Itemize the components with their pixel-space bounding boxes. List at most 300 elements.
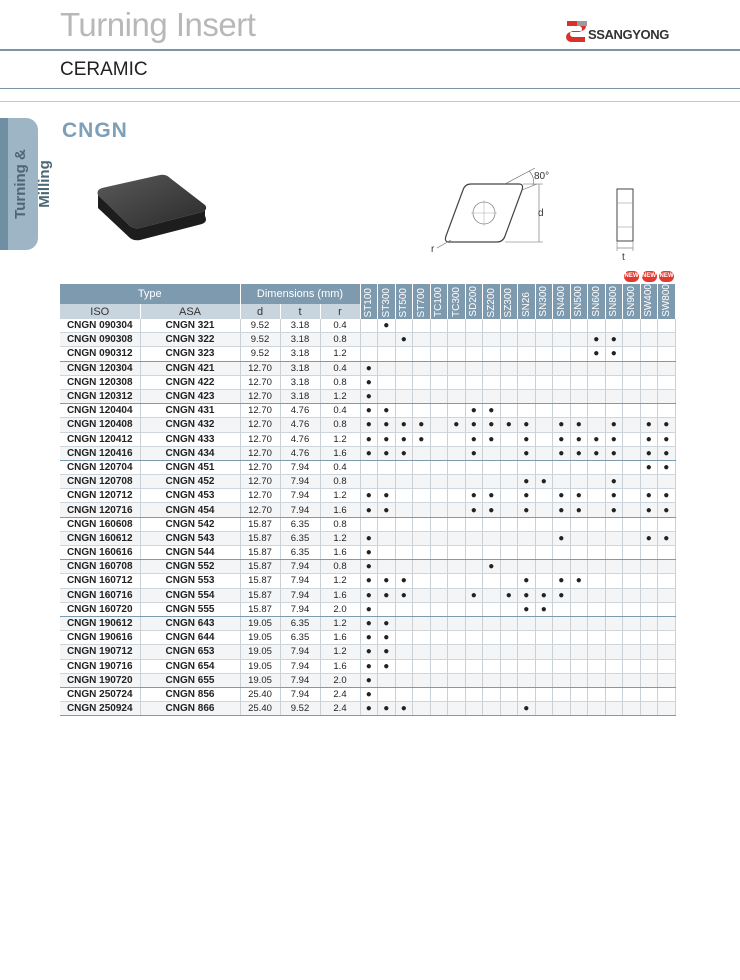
empty-cell [465,602,483,616]
empty-cell [658,616,676,630]
empty-cell [553,460,571,474]
empty-cell [640,616,658,630]
empty-cell [378,602,396,616]
asa-cell: CNGN 432 [140,418,240,432]
empty-cell [500,687,518,701]
availability-dot: ● [658,489,676,503]
table-row [60,460,675,474]
empty-cell [605,687,623,701]
empty-cell [535,687,553,701]
table-row [60,631,675,645]
empty-cell [395,616,413,630]
empty-cell [605,517,623,531]
empty-cell [588,489,606,503]
empty-cell [518,546,536,560]
table-row [60,602,675,616]
r-cell: 1.2 [320,616,360,630]
empty-cell [588,404,606,418]
availability-dot: ● [378,432,396,446]
new-badge: NEW [624,271,639,282]
r-cell: 1.2 [320,645,360,659]
empty-cell [535,531,553,545]
empty-cell [588,375,606,389]
table-row [60,333,675,347]
empty-cell [658,347,676,361]
r-cell: 1.2 [320,489,360,503]
empty-cell [658,361,676,375]
availability-dot: ● [465,489,483,503]
asa-cell: CNGN 553 [140,574,240,588]
empty-cell [500,673,518,687]
angle-label: 80° [534,171,550,182]
empty-cell [658,659,676,673]
availability-dot: ● [378,503,396,517]
empty-cell [448,673,466,687]
d-cell: 12.70 [240,361,280,375]
asa-cell: CNGN 555 [140,602,240,616]
availability-dot: ● [360,659,378,673]
r-cell: 0.4 [320,460,360,474]
t-cell: 7.94 [280,489,320,503]
empty-cell [465,475,483,489]
empty-cell [448,361,466,375]
iso-cell: CNGN 160616 [60,546,140,560]
empty-cell [553,361,571,375]
grade-label: ST500 [398,287,410,317]
iso-cell: CNGN 190612 [60,616,140,630]
availability-dot: ● [465,503,483,517]
empty-cell [588,574,606,588]
empty-cell [378,333,396,347]
d-cell: 15.87 [240,602,280,616]
empty-cell [553,319,571,333]
empty-cell [430,389,448,403]
d-cell: 19.05 [240,659,280,673]
empty-cell [623,333,641,347]
asa-cell: CNGN 644 [140,631,240,645]
availability-dot: ● [570,489,588,503]
empty-cell [395,602,413,616]
availability-dot: ● [360,404,378,418]
empty-cell [570,517,588,531]
table-row [60,659,675,673]
empty-cell [395,460,413,474]
empty-cell [483,347,501,361]
asa-cell: CNGN 643 [140,616,240,630]
empty-cell [360,333,378,347]
availability-dot: ● [395,588,413,602]
subtitle-divider-light [0,101,740,102]
empty-cell [588,588,606,602]
empty-cell [465,687,483,701]
t-cell: 7.94 [280,659,320,673]
availability-dot: ● [395,432,413,446]
grade-label: SN600 [590,286,602,317]
empty-cell [395,560,413,574]
empty-cell [570,560,588,574]
empty-cell [483,333,501,347]
grade-label: SN500 [573,286,585,317]
empty-cell [588,702,606,716]
availability-dot: ● [518,432,536,446]
d-cell: 25.40 [240,687,280,701]
empty-cell [518,361,536,375]
empty-cell [413,687,431,701]
empty-cell [640,404,658,418]
empty-cell [378,389,396,403]
empty-cell [553,645,571,659]
empty-cell [500,631,518,645]
empty-cell [430,602,448,616]
iso-cell: CNGN 120412 [60,432,140,446]
empty-cell [640,702,658,716]
empty-cell [430,645,448,659]
empty-cell [395,475,413,489]
empty-cell [500,659,518,673]
empty-cell [553,475,571,489]
r-cell: 0.8 [320,517,360,531]
empty-cell [553,631,571,645]
empty-cell [570,319,588,333]
empty-cell [570,361,588,375]
asa-cell: CNGN 654 [140,659,240,673]
d-header: d [240,304,280,319]
empty-cell [360,347,378,361]
empty-cell [500,616,518,630]
empty-cell [570,546,588,560]
grade-header-sn800 [605,284,623,319]
empty-cell [518,531,536,545]
empty-cell [465,333,483,347]
empty-cell [658,546,676,560]
r-cell: 1.6 [320,546,360,560]
availability-dot: ● [465,588,483,602]
availability-dot: ● [360,673,378,687]
empty-cell [448,319,466,333]
empty-cell [658,673,676,687]
table-row [60,489,675,503]
grade-label: SW400 [643,284,655,317]
empty-cell [483,602,501,616]
empty-cell [605,659,623,673]
availability-dot: ● [518,702,536,716]
availability-dot: ● [500,418,518,432]
empty-cell [430,687,448,701]
empty-cell [535,616,553,630]
availability-dot: ● [588,333,606,347]
availability-dot: ● [360,560,378,574]
iso-cell: CNGN 160608 [60,517,140,531]
availability-dot: ● [535,588,553,602]
availability-dot: ● [658,446,676,460]
grade-label: TC100 [433,286,445,317]
grade-header-sn400 [553,284,571,319]
iso-cell: CNGN 120308 [60,375,140,389]
r-cell: 1.6 [320,446,360,460]
empty-cell [500,375,518,389]
empty-cell [448,546,466,560]
asa-cell: CNGN 543 [140,531,240,545]
empty-cell [483,546,501,560]
empty-cell [430,616,448,630]
empty-cell [658,389,676,403]
table-row [60,517,675,531]
d-cell: 12.70 [240,446,280,460]
empty-cell [623,531,641,545]
empty-cell [430,546,448,560]
empty-cell [535,489,553,503]
d-cell: 19.05 [240,631,280,645]
empty-cell [605,616,623,630]
r-cell: 1.2 [320,347,360,361]
grade-header-st300 [378,284,396,319]
empty-cell [430,489,448,503]
availability-dot: ● [605,432,623,446]
r-cell: 1.6 [320,631,360,645]
insert-front-view-diagram [425,160,565,260]
grade-header-sn600 [588,284,606,319]
availability-dot: ● [588,347,606,361]
empty-cell [623,631,641,645]
empty-cell [553,673,571,687]
availability-dot: ● [518,418,536,432]
availability-dot: ● [360,616,378,630]
r-cell: 2.0 [320,673,360,687]
availability-dot: ● [360,602,378,616]
availability-dot: ● [483,404,501,418]
d-cell: 12.70 [240,404,280,418]
empty-cell [430,361,448,375]
table-row [60,361,675,375]
availability-dot: ● [378,574,396,588]
empty-cell [360,517,378,531]
empty-cell [640,687,658,701]
iso-cell: CNGN 190712 [60,645,140,659]
empty-cell [413,560,431,574]
availability-dot: ● [360,574,378,588]
empty-cell [465,319,483,333]
t-cell: 7.94 [280,645,320,659]
empty-cell [413,446,431,460]
availability-dot: ● [640,503,658,517]
grade-label: SD200 [468,286,480,317]
asa-cell: CNGN 421 [140,361,240,375]
empty-cell [483,687,501,701]
empty-cell [483,319,501,333]
empty-cell [500,475,518,489]
r-cell: 0.8 [320,418,360,432]
empty-cell [623,702,641,716]
empty-cell [395,673,413,687]
empty-cell [378,347,396,361]
empty-cell [518,645,536,659]
empty-cell [640,333,658,347]
t-cell: 7.94 [280,588,320,602]
availability-dot: ● [483,432,501,446]
table-row [60,418,675,432]
table-row [60,375,675,389]
empty-cell [413,389,431,403]
d-cell: 12.70 [240,489,280,503]
empty-cell [570,687,588,701]
empty-cell [483,659,501,673]
empty-cell [658,475,676,489]
r-cell: 0.8 [320,475,360,489]
empty-cell [553,517,571,531]
availability-dot: ● [448,418,466,432]
empty-cell [640,361,658,375]
empty-cell [535,404,553,418]
empty-cell [588,418,606,432]
empty-cell [500,319,518,333]
empty-cell [658,602,676,616]
empty-cell [500,333,518,347]
empty-cell [430,517,448,531]
insert-shape-title: CNGN [62,119,128,142]
empty-cell [535,673,553,687]
empty-cell [500,546,518,560]
empty-cell [553,404,571,418]
asa-cell: CNGN 322 [140,333,240,347]
availability-dot: ● [518,588,536,602]
empty-cell [570,673,588,687]
empty-cell [570,404,588,418]
empty-cell [605,702,623,716]
empty-cell [500,404,518,418]
t-cell: 6.35 [280,546,320,560]
grade-header-st500 [395,284,413,319]
empty-cell [413,489,431,503]
empty-cell [500,503,518,517]
empty-cell [378,460,396,474]
empty-cell [535,659,553,673]
table-row [60,319,675,333]
grade-label: SZ200 [485,287,497,317]
iso-cell: CNGN 120312 [60,389,140,403]
t-cell: 9.52 [280,702,320,716]
empty-cell [535,432,553,446]
t-cell: 6.35 [280,517,320,531]
t-cell: 3.18 [280,389,320,403]
empty-cell [518,389,536,403]
r-cell: 0.4 [320,319,360,333]
iso-cell: CNGN 160712 [60,574,140,588]
subtitle-divider [0,88,740,89]
empty-cell [518,631,536,645]
availability-dot: ● [378,631,396,645]
empty-cell [448,404,466,418]
empty-cell [360,460,378,474]
empty-cell [658,333,676,347]
grade-label: ST100 [363,287,375,317]
empty-cell [553,560,571,574]
d-cell: 12.70 [240,389,280,403]
empty-cell [413,574,431,588]
empty-cell [413,460,431,474]
r-cell: 1.2 [320,432,360,446]
grade-header-sz200 [483,284,501,319]
empty-cell [623,546,641,560]
empty-cell [658,687,676,701]
empty-cell [588,531,606,545]
availability-dot: ● [605,347,623,361]
empty-cell [483,645,501,659]
table-row [60,389,675,403]
empty-cell [535,702,553,716]
availability-dot: ● [483,489,501,503]
t-cell: 6.35 [280,531,320,545]
asa-cell: CNGN 542 [140,517,240,531]
availability-dot: ● [360,418,378,432]
asa-cell: CNGN 453 [140,489,240,503]
empty-cell [518,673,536,687]
empty-cell [605,574,623,588]
empty-cell [535,347,553,361]
empty-cell [535,645,553,659]
empty-cell [448,560,466,574]
table-row [60,616,675,630]
empty-cell [395,489,413,503]
iso-cell: CNGN 190720 [60,673,140,687]
availability-dot: ● [378,588,396,602]
dimensions-header: Dimensions (mm) [240,284,360,304]
t-cell: 4.76 [280,446,320,460]
d-cell: 12.70 [240,503,280,517]
empty-cell [413,546,431,560]
availability-dot: ● [378,616,396,630]
r-cell: 2.4 [320,702,360,716]
table-row [60,446,675,460]
empty-cell [360,475,378,489]
empty-cell [395,645,413,659]
empty-cell [623,489,641,503]
empty-cell [588,560,606,574]
empty-cell [570,702,588,716]
table-row [60,588,675,602]
r-label: r [431,244,435,255]
empty-cell [553,702,571,716]
table-row [60,546,675,560]
empty-cell [483,517,501,531]
empty-cell [623,432,641,446]
r-cell: 1.6 [320,588,360,602]
d-cell: 15.87 [240,574,280,588]
availability-dot: ● [640,489,658,503]
d-cell: 9.52 [240,347,280,361]
empty-cell [570,645,588,659]
empty-cell [430,574,448,588]
empty-cell [500,517,518,531]
empty-cell [605,631,623,645]
empty-cell [623,418,641,432]
d-cell: 12.70 [240,460,280,474]
empty-cell [430,560,448,574]
empty-cell [395,347,413,361]
t-cell: 7.94 [280,560,320,574]
empty-cell [448,432,466,446]
grade-header-sn300 [535,284,553,319]
availability-dot: ● [378,446,396,460]
empty-cell [448,602,466,616]
grade-header-sd200 [465,284,483,319]
empty-cell [553,333,571,347]
availability-dot: ● [395,574,413,588]
empty-cell [465,631,483,645]
iso-cell: CNGN 160716 [60,588,140,602]
empty-cell [553,659,571,673]
empty-cell [553,602,571,616]
availability-dot: ● [360,631,378,645]
